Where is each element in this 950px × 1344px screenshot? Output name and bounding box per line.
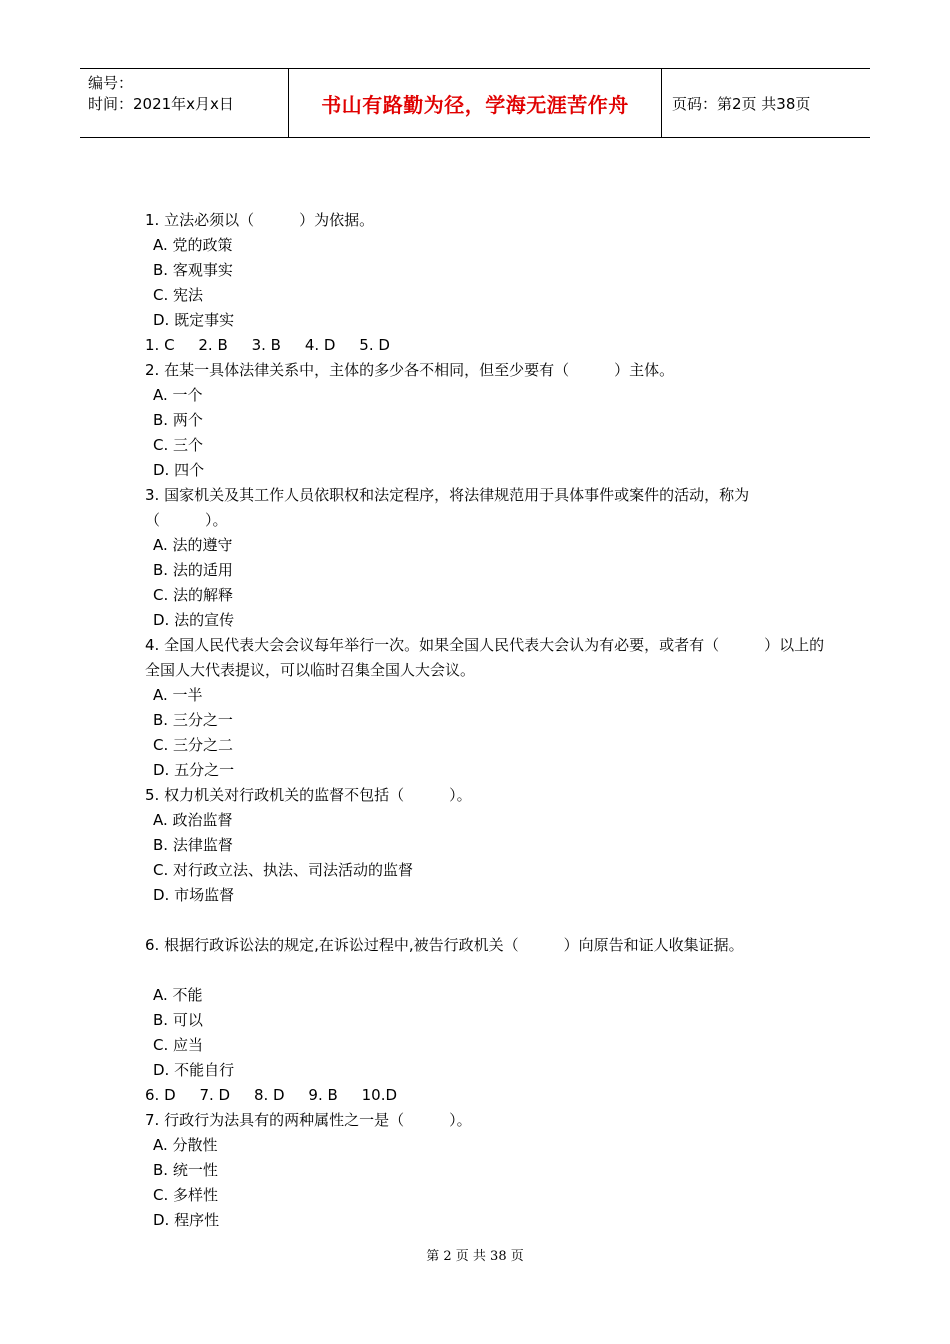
page-footer: 第 2 页 共 38 页 (426, 1249, 524, 1264)
question-list (145, 208, 825, 1233)
option: B. 法的适用 (153, 561, 233, 579)
option: D. 市场监督 (153, 886, 235, 904)
option: B. 客观事实 (153, 261, 233, 279)
option: B. 法律监督 (153, 836, 233, 854)
option: C. 应当 (153, 1036, 204, 1054)
option: A. 不能 (153, 986, 203, 1004)
option: A. 一个 (153, 386, 203, 404)
number-label: 编号： (88, 74, 134, 92)
page-header (80, 68, 870, 138)
option: D. 四个 (153, 461, 205, 479)
question-text: 4. 全国人民代表大会会议每年举行一次。如果全国人民代表大会认为有必要，或者有（ ）以上的全国人大代表提议，可以临时召集全国人大会议。 (145, 636, 825, 679)
option: A. 党的政策 (153, 236, 233, 254)
option: C. 宪法 (153, 286, 204, 304)
header-meta (80, 69, 289, 137)
option: B. 三分之一 (153, 711, 233, 729)
option: C. 法的解释 (153, 586, 234, 604)
option: C. 多样性 (153, 1186, 219, 1204)
option: D. 五分之一 (153, 761, 235, 779)
option: D. 法的宣传 (153, 611, 235, 629)
spacer (145, 958, 825, 983)
option: D. 不能自行 (153, 1061, 235, 1079)
question-text: 5. 权力机关对行政机关的监督不包括（ ）。 (145, 786, 472, 804)
time-label: 时间：2021年x月x日 (88, 95, 234, 113)
option: D. 程序性 (153, 1211, 220, 1229)
option: A. 法的遵守 (153, 536, 233, 554)
question-text: 6. 根据行政诉讼法的规定,在诉讼过程中,被告行政机关（ ）向原告和证人收集证据。 (145, 936, 744, 954)
question-text: 7. 行政行为法具有的两种属性之一是（ ）。 (145, 1111, 472, 1129)
option: A. 分散性 (153, 1136, 218, 1154)
question-text: 1. 立法必须以（ ）为依据。 (145, 211, 375, 229)
option: C. 三个 (153, 436, 204, 454)
option: B. 两个 (153, 411, 203, 429)
option: B. 统一性 (153, 1161, 218, 1179)
option: C. 对行政立法、执法、司法活动的监督 (153, 861, 414, 879)
option: D. 既定事实 (153, 311, 235, 329)
option: A. 一半 (153, 686, 203, 704)
header-page-label: 页码：第2页 共38页 (672, 94, 811, 113)
question-text: 2. 在某一具体法律关系中，主体的多少各不相同，但至少要有（ ）主体。 (145, 361, 675, 379)
question-text: 3. 国家机关及其工作人员依职权和法定程序，将法律规范用于具体事件或案件的活动，称为（ ）。 (145, 486, 750, 529)
answer-key: 1. C 2. B 3. B 4. D 5. D (145, 336, 390, 354)
header-motto: 书山有路勤为径，学海无涯苦作舟 (289, 69, 662, 137)
answer-key: 6. D 7. D 8. D 9. B 10.D (145, 1086, 398, 1104)
spacer (145, 908, 825, 933)
option: A. 政治监督 (153, 811, 233, 829)
option: C. 三分之二 (153, 736, 234, 754)
option: B. 可以 (153, 1011, 203, 1029)
